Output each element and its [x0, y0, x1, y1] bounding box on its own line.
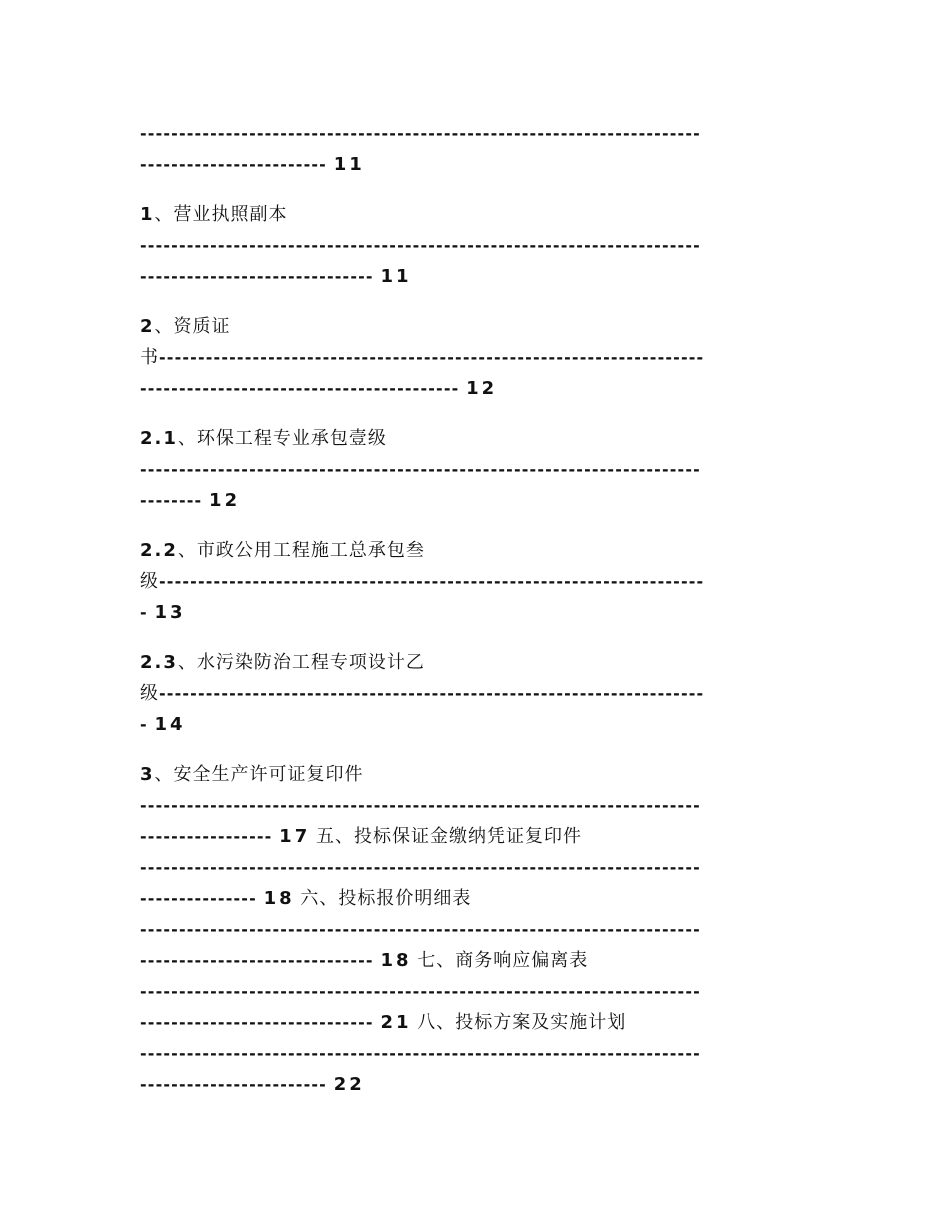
- toc-leader-dashes: ------------------------------------------------------------------------: [140, 920, 701, 939]
- toc-dash-line: [140, 454, 810, 485]
- toc-leader-dashes: ------------------------: [140, 155, 334, 174]
- toc-dash-line: [140, 149, 810, 180]
- toc-page-number[interactable]: 11: [333, 154, 365, 175]
- toc-entry-number: 2.1: [140, 428, 178, 449]
- toc-entry-number: 2: [140, 316, 155, 337]
- toc-entry-title: 、水污染防治工程专项设计乙: [177, 652, 425, 673]
- toc-dash-line: [140, 118, 810, 149]
- toc-dash-line: [140, 1069, 810, 1100]
- toc-leader-dashes: -: [140, 715, 155, 734]
- toc-dash-line: [140, 678, 810, 709]
- toc-entry-deviation-table[interactable]: 七、商务响应偏离表: [417, 950, 589, 971]
- toc-page-number[interactable]: 18: [380, 950, 412, 971]
- toc-leader-dashes: ------------------------------------------------------------------------: [140, 796, 701, 815]
- toc-leader-dashes: -----------------------------------------: [140, 379, 467, 398]
- toc-page-number[interactable]: 21: [380, 1012, 412, 1033]
- toc-dash-line: [140, 342, 810, 373]
- toc-entry-title: 、资质证: [154, 316, 231, 337]
- toc-dash-line: [140, 566, 810, 597]
- toc-entry-title: 、环保工程专业承包壹级: [177, 428, 387, 449]
- toc-dash-line: [140, 230, 810, 261]
- toc-entry-number: 2.3: [140, 652, 178, 673]
- toc-entry-number: 2.2: [140, 540, 178, 561]
- toc-page-number[interactable]: 11: [380, 266, 412, 287]
- toc-entry-bid-bond[interactable]: 五、投标保证金缴纳凭证复印件: [315, 826, 582, 847]
- toc-dash-line: [140, 883, 810, 914]
- toc-leader-dashes: ------------------------------------------------------------------------: [140, 982, 701, 1001]
- toc-leader-dashes: ------------------------------------------------------------------------: [140, 124, 701, 143]
- toc-leader-dashes: ------------------------------: [140, 951, 381, 970]
- toc-leader-dashes: ------------------------------: [140, 267, 381, 286]
- toc-dash-line: [140, 373, 810, 404]
- toc-page: [140, 118, 810, 1100]
- toc-leader-dashes: ---------------: [140, 889, 264, 908]
- toc-leader-dashes: -----------------: [140, 827, 280, 846]
- toc-dash-line: [140, 485, 810, 516]
- toc-dash-line: [140, 852, 810, 883]
- toc-leader-dashes: -: [140, 603, 155, 622]
- toc-entry-price-detail[interactable]: 六、投标报价明细表: [300, 888, 472, 909]
- toc-leader-dashes: ----------------------------------------------------------------------: [159, 348, 705, 367]
- toc-dash-line: [140, 976, 810, 1007]
- toc-leader-dashes: ------------------------------------------------------------------------: [140, 1044, 701, 1063]
- toc-entry-title: 、安全生产许可证复印件: [154, 764, 364, 785]
- toc-entry-business-license[interactable]: [140, 199, 810, 230]
- toc-leader-dashes: ------------------------------------------------------------------------: [140, 858, 701, 877]
- toc-entry-title-continued: 级: [140, 571, 159, 592]
- toc-dash-line: [140, 945, 810, 976]
- toc-entry-plan[interactable]: 八、投标方案及实施计划: [417, 1012, 627, 1033]
- toc-leader-dashes: ------------------------------: [140, 1013, 381, 1032]
- toc-entry-env-protection[interactable]: [140, 423, 810, 454]
- toc-leader-dashes: ----------------------------------------------------------------------: [159, 684, 705, 703]
- toc-page-number[interactable]: 14: [154, 714, 186, 735]
- toc-leader-dashes: --------: [140, 491, 210, 510]
- toc-entry-municipal[interactable]: [140, 535, 810, 566]
- toc-page-number[interactable]: 12: [209, 490, 241, 511]
- toc-entry-title: 、市政公用工程施工总承包叁: [177, 540, 425, 561]
- toc-leader-dashes: ------------------------: [140, 1075, 334, 1094]
- toc-entry-number: 1: [140, 204, 155, 225]
- toc-dash-line: [140, 1038, 810, 1069]
- toc-dash-line: [140, 1007, 810, 1038]
- toc-leader-dashes: ------------------------------------------------------------------------: [140, 236, 701, 255]
- toc-page-number[interactable]: 18: [263, 888, 295, 909]
- toc-page-number[interactable]: 12: [466, 378, 498, 399]
- toc-dash-line: [140, 261, 810, 292]
- toc-page-number[interactable]: 22: [333, 1074, 365, 1095]
- toc-leader-dashes: ------------------------------------------------------------------------: [140, 460, 701, 479]
- toc-page-number[interactable]: 13: [154, 602, 186, 623]
- toc-dash-line: [140, 790, 810, 821]
- toc-dash-line: [140, 597, 810, 628]
- toc-entry-water-pollution[interactable]: [140, 647, 810, 678]
- toc-dash-line: [140, 709, 810, 740]
- toc-entry-title-continued: 书: [140, 347, 159, 368]
- toc-leader-dashes: ----------------------------------------------------------------------: [159, 572, 705, 591]
- toc-entry-qualification[interactable]: [140, 311, 810, 342]
- toc-dash-line: [140, 914, 810, 945]
- toc-entry-safety-license[interactable]: [140, 759, 810, 790]
- toc-entry-title: 、营业执照副本: [154, 204, 288, 225]
- toc-entry-number: 3: [140, 764, 155, 785]
- toc-entry-title-continued: 级: [140, 683, 159, 704]
- toc-page-number[interactable]: 17: [279, 826, 311, 847]
- toc-dash-line: [140, 821, 810, 852]
